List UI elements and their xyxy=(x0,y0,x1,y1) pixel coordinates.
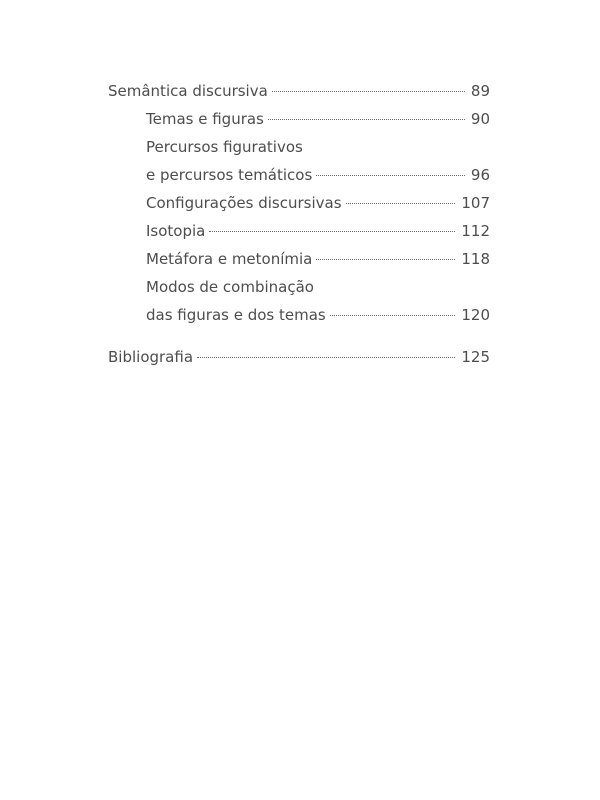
toc-entry-page: 90 xyxy=(470,110,490,128)
dot-leader xyxy=(316,258,455,260)
toc-entry-page: 112 xyxy=(461,222,490,240)
toc-entry-page: 125 xyxy=(461,348,490,366)
toc-entry-page: 120 xyxy=(461,306,490,324)
toc-entry-title: Configurações discursivas xyxy=(146,194,342,212)
toc-entry-title: e percursos temáticos xyxy=(146,166,313,184)
toc-entry-title: Bibliografia xyxy=(108,348,194,366)
toc-entry-isotopia xyxy=(108,217,490,245)
dot-leader xyxy=(316,174,465,176)
toc-entry-title: Percursos figurativos xyxy=(146,138,303,156)
toc-entry-semantica-discursiva xyxy=(108,77,490,105)
table-of-contents xyxy=(108,77,490,371)
toc-entry-title: Isotopia xyxy=(146,222,206,240)
dot-leader xyxy=(209,230,455,232)
toc-entry-title: Modos de combinação xyxy=(146,278,314,296)
toc-entry-title: Temas e figuras xyxy=(146,110,264,128)
toc-entry-title: das figuras e dos temas xyxy=(146,306,326,324)
toc-entry-temas-e-figuras xyxy=(108,105,490,133)
toc-entry-bibliografia xyxy=(108,343,490,371)
toc-entry-modos-de-combinacao xyxy=(108,273,490,301)
dot-leader xyxy=(272,90,465,92)
toc-entry-page: 118 xyxy=(461,250,490,268)
toc-entry-page: 89 xyxy=(470,82,490,100)
dot-leader xyxy=(330,314,456,316)
toc-entry-percursos-tematicos xyxy=(108,161,490,189)
toc-entry-page: 107 xyxy=(461,194,490,212)
dot-leader xyxy=(268,118,465,120)
toc-entry-page: 96 xyxy=(470,166,490,184)
toc-entry-das-figuras-e-dos-temas xyxy=(108,301,490,329)
toc-entry-percursos-figurativos xyxy=(108,133,490,161)
toc-entry-title: Metáfora e metonímia xyxy=(146,250,313,268)
dot-leader xyxy=(346,202,456,204)
toc-entry-title: Semântica discursiva xyxy=(108,82,268,100)
toc-entry-metafora-e-metonimia xyxy=(108,245,490,273)
toc-entry-configuracoes-discursivas xyxy=(108,189,490,217)
dot-leader xyxy=(197,356,455,358)
